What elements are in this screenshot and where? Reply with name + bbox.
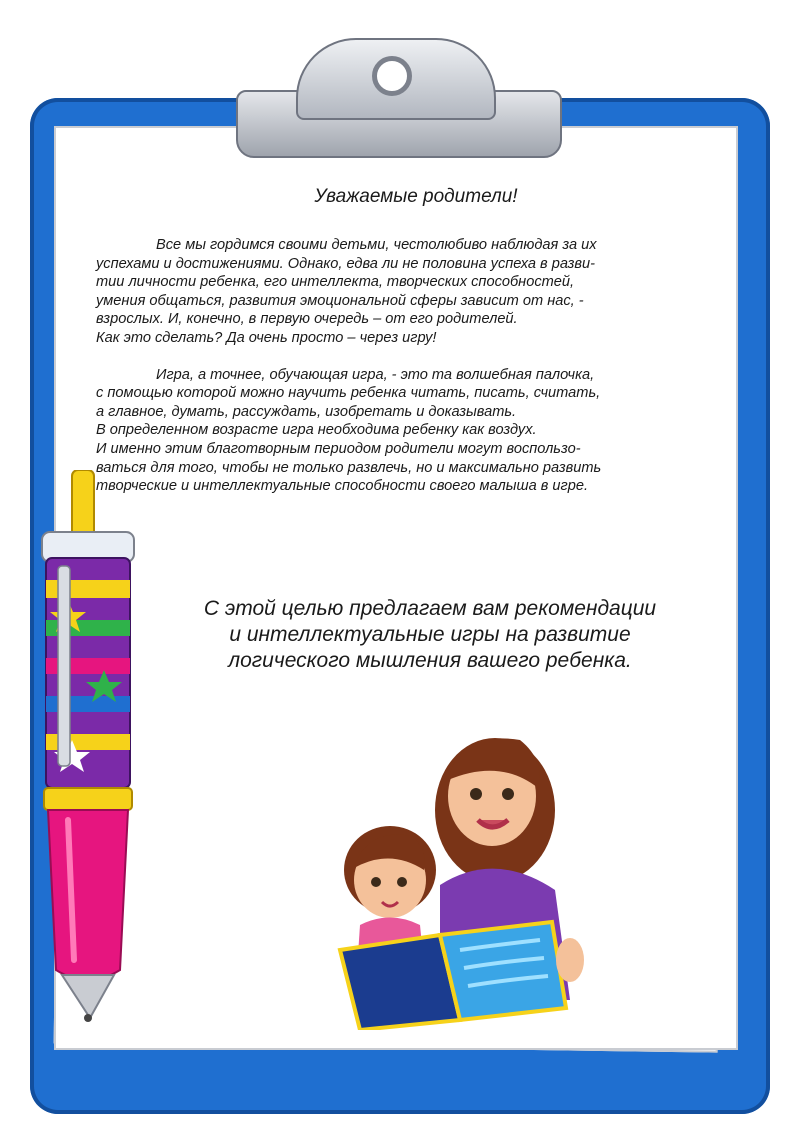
paragraph-line: тии личности ребенка, его интеллекта, творческих способностей, <box>96 274 575 291</box>
cta-line: С этой целью предлагаем вам рекомендации <box>203 597 657 620</box>
paragraph-line: И именно этим благотворным периодом родители могут воспользо- <box>96 440 581 457</box>
paragraph-line: с помощью которой можно научить ребенка читать, писать, считать, <box>96 385 601 402</box>
paragraph-line: взрослых. И, конечно, в первую очередь – от его родителей. <box>96 311 518 328</box>
letter-body <box>96 186 736 496</box>
call-to-action <box>150 596 710 674</box>
clip-hole-icon <box>372 56 412 96</box>
cta-line: логического мышления вашего ребенка. <box>228 649 632 672</box>
paragraph-line: Как это сделать? Да очень просто – через игру! <box>96 329 437 346</box>
pen-icon <box>28 470 148 1030</box>
paragraph-1 <box>96 236 736 348</box>
paragraph-line: творческие и интеллектуальные способности своего малыша в игре. <box>96 478 589 495</box>
mother-child-reading-illustration <box>320 700 610 1030</box>
paragraph-2 <box>96 366 736 496</box>
paragraph-line: успехами и достижениями. Однако, едва ли не половина успеха в разви- <box>96 255 596 272</box>
paragraph-line: В определенном возрасте игра необходима ребенку как воздух. <box>96 422 537 439</box>
paragraph-line: Игра, а точнее, обучающая игра, - это та волшебная палочка, <box>156 366 595 383</box>
paragraph-line: Все мы гордимся своими детьми, честолюбиво наблюдая за их <box>156 237 597 253</box>
letter-greeting: Уважаемые родители! <box>314 186 518 207</box>
paragraph-line: ваться для того, чтобы не только развлечь, но и максимально развить <box>96 459 602 476</box>
cta-line: и интеллектуальные игры на развитие <box>229 623 631 646</box>
paragraph-line: а главное, думать, рассуждать, изобретать и доказывать. <box>96 403 517 420</box>
paragraph-line: умения общаться, развития эмоциональной сферы зависит от нас, - <box>96 292 584 309</box>
